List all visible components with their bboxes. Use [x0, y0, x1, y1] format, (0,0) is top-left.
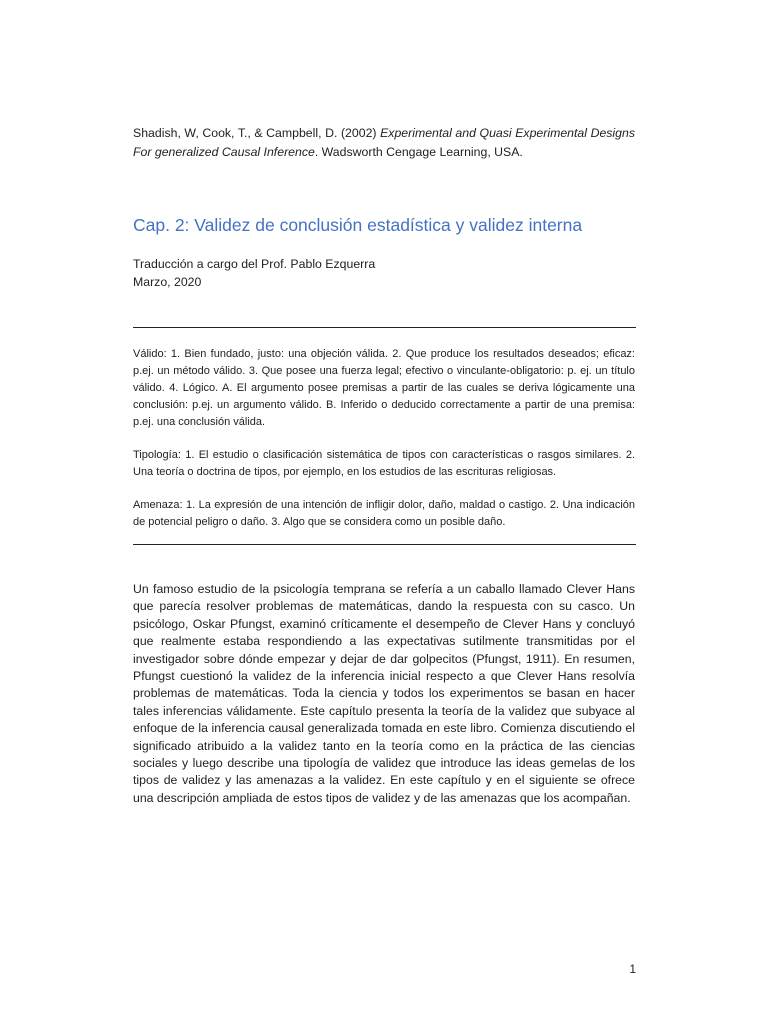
top-divider	[133, 327, 636, 328]
citation-title: Experimental and Quasi Experimental Designs For generalized Causal Inference	[133, 126, 635, 159]
definition-valido: Válido: 1. Bien fundado, justo: una objeción válida. 2. Que produce los resultados deseados; eficaz: p.ej. un método válido. 3. Que posee una fuerza legal; efectivo o vinculante-obligatorio: p. ej. un título válido. 4. Lógico. A. El argumento posee premisas a partir de las cuales se deriva lógicamente una conclusión: p.ej. un argumento válido. B. Inferido o deducido correctamente a partir de una premisa: p.ej. una conclusión válida.	[133, 348, 635, 428]
page-number: 1	[629, 962, 636, 976]
definitions-box	[133, 346, 635, 547]
definition-tipologia: Tipología: 1. El estudio o clasificación sistemática de tipos con características o rasgos similares. 2. Una teoría o doctrina de tipos, por ejemplo, en los estudios de las escrituras religiosas.	[133, 449, 635, 478]
translator-block	[133, 255, 633, 291]
citation-authors: Shadish, W, Cook, T., & Campbell, D. (2002)	[133, 126, 381, 140]
citation	[133, 124, 635, 162]
chapter-title: Cap. 2: Validez de conclusión estadística y validez interna	[133, 215, 583, 235]
definition-amenaza: Amenaza: 1. La expresión de una intención de infligir dolor, daño, maldad o castigo. 2. Una indicación de potencial peligro o daño. 3. Algo que se considera como un posible daño.	[133, 499, 635, 528]
translation-date: Marzo, 2020	[133, 275, 202, 289]
translator-credit: Traducción a cargo del Prof. Pablo Ezquerra	[133, 257, 376, 271]
body-paragraph: Un famoso estudio de la psicología temprana se refería a un caballo llamado Clever Hans que parecía resolver problemas de matemáticas, dando la respuesta con su casco. Un psicólogo, Oskar Pfungst, examinó críticamente el desempeño de Clever Hans y concluyó que realmente estaba respondiendo a las expectativas sutilmente transmitidas por el investigador sobre dónde empezar y dejar de dar golpecitos (Pfungst, 1911). En resumen, Pfungst cuestionó la validez de la inferencia inicial respecto a que Clever Hans resolvía problemas de matemáticas. Toda la ciencia y todos los experimentos se basan en hacer tales inferencias válidamente. Este capítulo presenta la teoría de la validez que subyace al enfoque de la inferencia causal generalizada tomada en este libro. Comienza discutiendo el significado atribuido a la validez tanto en la teoría como en la práctica de las ciencias sociales y luego describe una tipología de validez que introduce las ideas gemelas de los tipos de validez y las amenazas a la validez. En este capítulo y en el siguiente se ofrece una descripción ampliada de estos tipos de validez y de las amenazas que los acompañan.	[133, 582, 635, 805]
citation-publisher: . Wadsworth Cengage Learning, USA.	[314, 145, 523, 159]
bottom-divider	[133, 544, 636, 545]
